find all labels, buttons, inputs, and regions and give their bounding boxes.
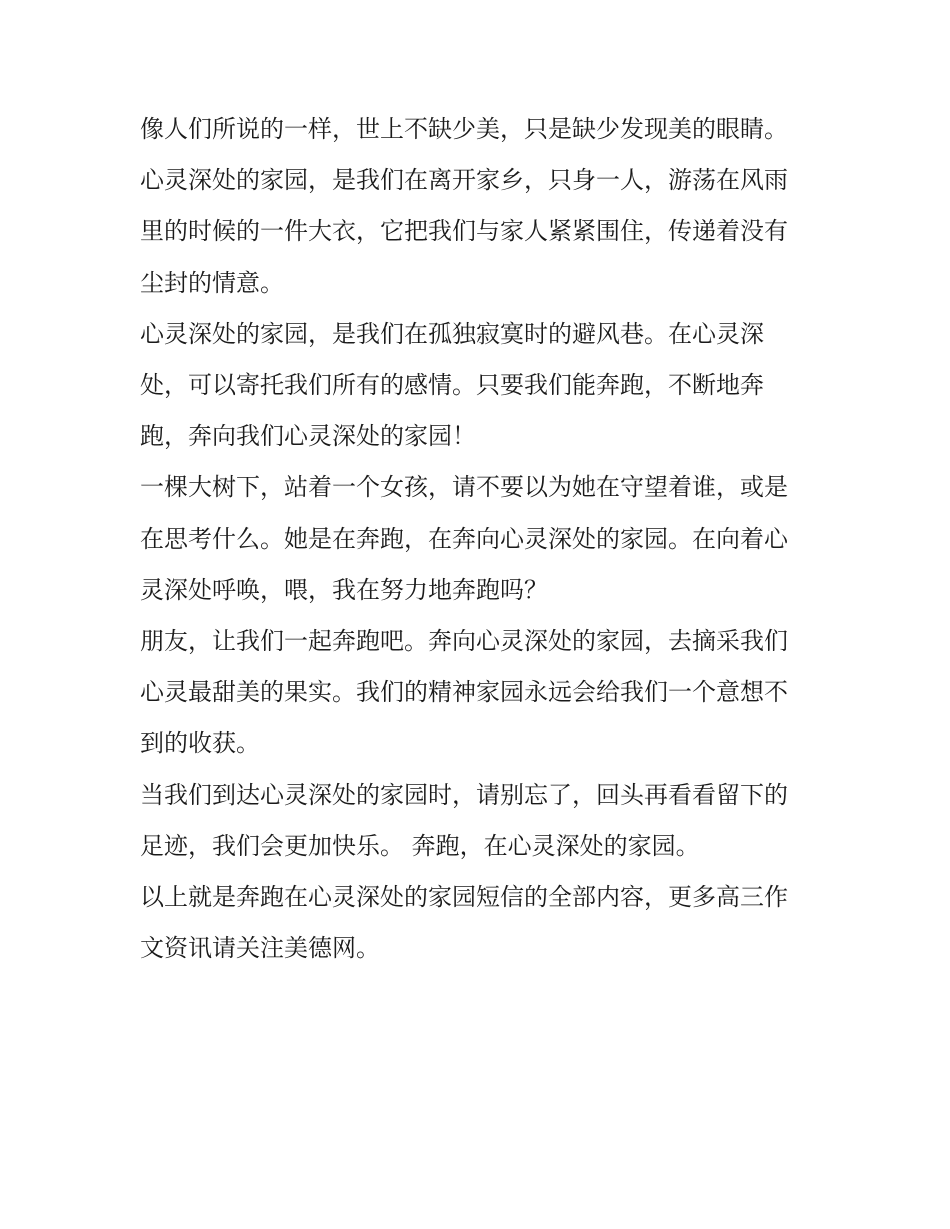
text-line: 灵深处呼唤，喂，我在努力地奔跑吗？	[140, 575, 548, 604]
text-line: 跑，奔向我们心灵深处的家园！	[140, 422, 476, 451]
text-line: 心灵最甜美的果实。我们的精神家园永远会给我们一个意想不	[140, 678, 788, 707]
text-line: 以上就是奔跑在心灵深处的家园短信的全部内容，更多高三作	[140, 883, 788, 912]
text-line: 在思考什么。她是在奔跑，在奔向心灵深处的家园。在向着心	[140, 524, 788, 553]
text-line: 像人们所说的一样，世上不缺少美，只是缺少发现美的眼睛。	[140, 115, 788, 143]
text-line: 到的收获。	[140, 729, 260, 758]
text-line: 里的时候的一件大衣，它把我们与家人紧紧围住，传递着没有	[140, 217, 788, 246]
text-line: 心灵深处的家园，是我们在离开家乡，只身一人，游荡在风雨	[140, 166, 788, 195]
text-line: 处，可以寄托我们所有的感情。只要我们能奔跑，不断地奔	[140, 371, 764, 400]
text-line: 朋友，让我们一起奔跑吧。奔向心灵深处的家园，去摘采我们	[140, 627, 788, 656]
text-line: 文资讯请关注美德网。	[140, 934, 380, 963]
text-line: 一棵大树下，站着一个女孩，请不要以为她在守望着谁，或是	[140, 473, 788, 502]
text-line: 足迹，我们会更加快乐。 奔跑，在心灵深处的家园。	[140, 831, 700, 860]
text-line: 尘封的情意。	[140, 268, 284, 297]
document-body	[140, 104, 815, 974]
text-line: 心灵深处的家园，是我们在孤独寂寞时的避风巷。在心灵深	[140, 319, 764, 348]
text-line: 当我们到达心灵深处的家园时，请别忘了，回头再看看留下的	[140, 780, 788, 809]
